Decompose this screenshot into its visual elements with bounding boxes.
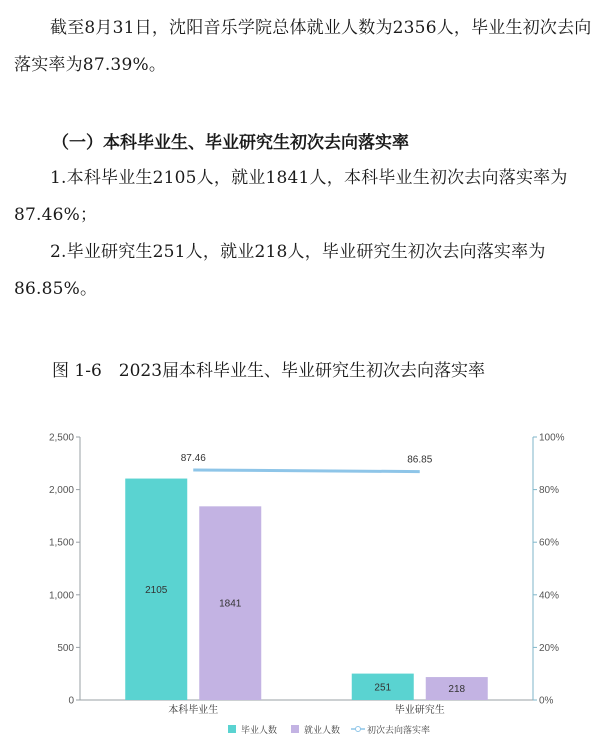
bar-value-label: 218: [448, 684, 466, 696]
graduate-paragraph: 2.毕业研究生251人，就业218人，毕业研究生初次去向落实率为86.85%。: [14, 242, 546, 299]
legend-swatch-就业人数: [291, 725, 299, 733]
y-right-tick-label: 100%: [539, 432, 565, 444]
y-right-tick-label: 40%: [539, 590, 560, 602]
y-right-tick-label: 20%: [539, 642, 560, 654]
legend-label: 初次去向落实率: [367, 725, 431, 735]
figure-caption: 图 1-6 2023届本科毕业生、毕业研究生初次去向落实率: [52, 361, 486, 381]
legend-label: 就业人数: [304, 725, 341, 735]
undergrad-paragraph: 1.本科毕业生2105人，就业1841人，本科毕业生初次去向落实率为87.46%；: [14, 168, 568, 225]
y-left-tick-label: 2,500: [48, 432, 74, 444]
bar-value-label: 251: [374, 682, 392, 694]
y-left-tick-label: 500: [57, 642, 74, 654]
employment-rate-chart: [0, 409, 613, 749]
x-category-label: 毕业研究生: [394, 705, 445, 716]
y-right-tick-label: 0%: [539, 695, 554, 707]
legend-swatch-毕业人数: [228, 725, 236, 733]
section-heading: （一）本科毕业生、毕业研究生初次去向落实率: [52, 133, 409, 153]
x-category-label: 本科毕业生: [168, 705, 219, 716]
legend-marker-初次去向落实率: [356, 727, 361, 732]
y-left-tick-label: 0: [68, 695, 74, 707]
y-left-tick-label: 1,000: [48, 590, 74, 602]
line-value-label: 87.46: [180, 452, 206, 464]
summary-paragraph: 截至8月31日，沈阳音乐学院总体就业人数为2356人，毕业生初次去向落实率为87.39%。: [14, 18, 592, 75]
y-left-tick-label: 1,500: [48, 537, 74, 549]
bar-value-label: 1841: [219, 598, 242, 610]
line-初次去向落实率: [193, 470, 420, 472]
y-left-tick-label: 2,000: [48, 485, 74, 497]
y-right-tick-label: 60%: [539, 537, 560, 549]
bar-value-label: 2105: [145, 584, 168, 596]
y-right-tick-label: 80%: [539, 485, 560, 497]
line-value-label: 86.85: [407, 454, 433, 466]
legend-label: 毕业人数: [241, 725, 278, 735]
